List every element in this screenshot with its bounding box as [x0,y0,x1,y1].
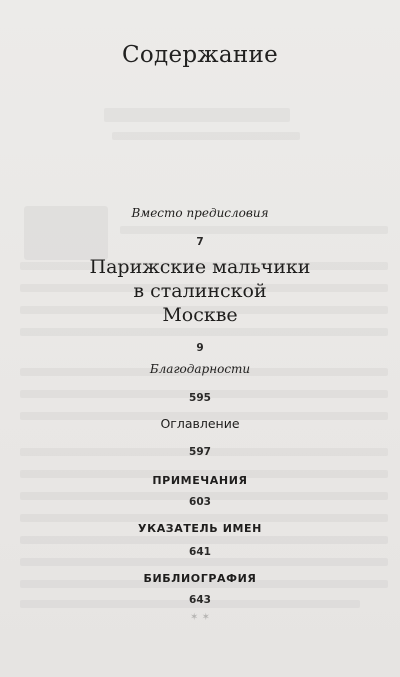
toc-entry-acknowledgements-page: 595 [189,392,211,404]
folio-ornament: ✶ ✶ [190,612,210,623]
show-through-texture [20,558,388,566]
toc-entry-notes-title: ПРИМЕЧАНИЯ [152,474,248,487]
show-through-texture [20,536,388,544]
toc-heading: Содержание [121,42,279,68]
toc-entry-name-index-title: УКАЗАТЕЛЬ ИМЕН [138,522,262,535]
toc-entry-contents-page: 597 [189,446,211,458]
toc-entry-bibliography-page: 643 [189,594,211,606]
toc-entry-main-title-line-2: в сталинской [133,280,267,302]
toc-entry-bibliography-title: БИБЛИОГРАФИЯ [143,572,257,585]
show-through-texture [120,226,388,234]
toc-entry-acknowledgements-title: Благодарности [149,362,251,376]
toc-entry-foreword-page: 7 [196,236,204,248]
toc-entry-notes-page: 603 [189,496,211,508]
show-through-texture [112,132,300,140]
show-through-texture [20,514,388,522]
toc-entry-main-title-line-1: Парижские мальчики [89,256,311,278]
toc-entry-contents-title: Оглавление [160,416,240,431]
toc-entry-main-title-line-3: Москве [162,304,238,326]
toc-entry-foreword-title: Вместо предисловия [131,206,269,220]
show-through-texture [20,328,388,336]
toc-entry-name-index-page: 641 [189,546,211,558]
show-through-texture [104,108,290,122]
toc-entry-main-page: 9 [196,342,204,354]
